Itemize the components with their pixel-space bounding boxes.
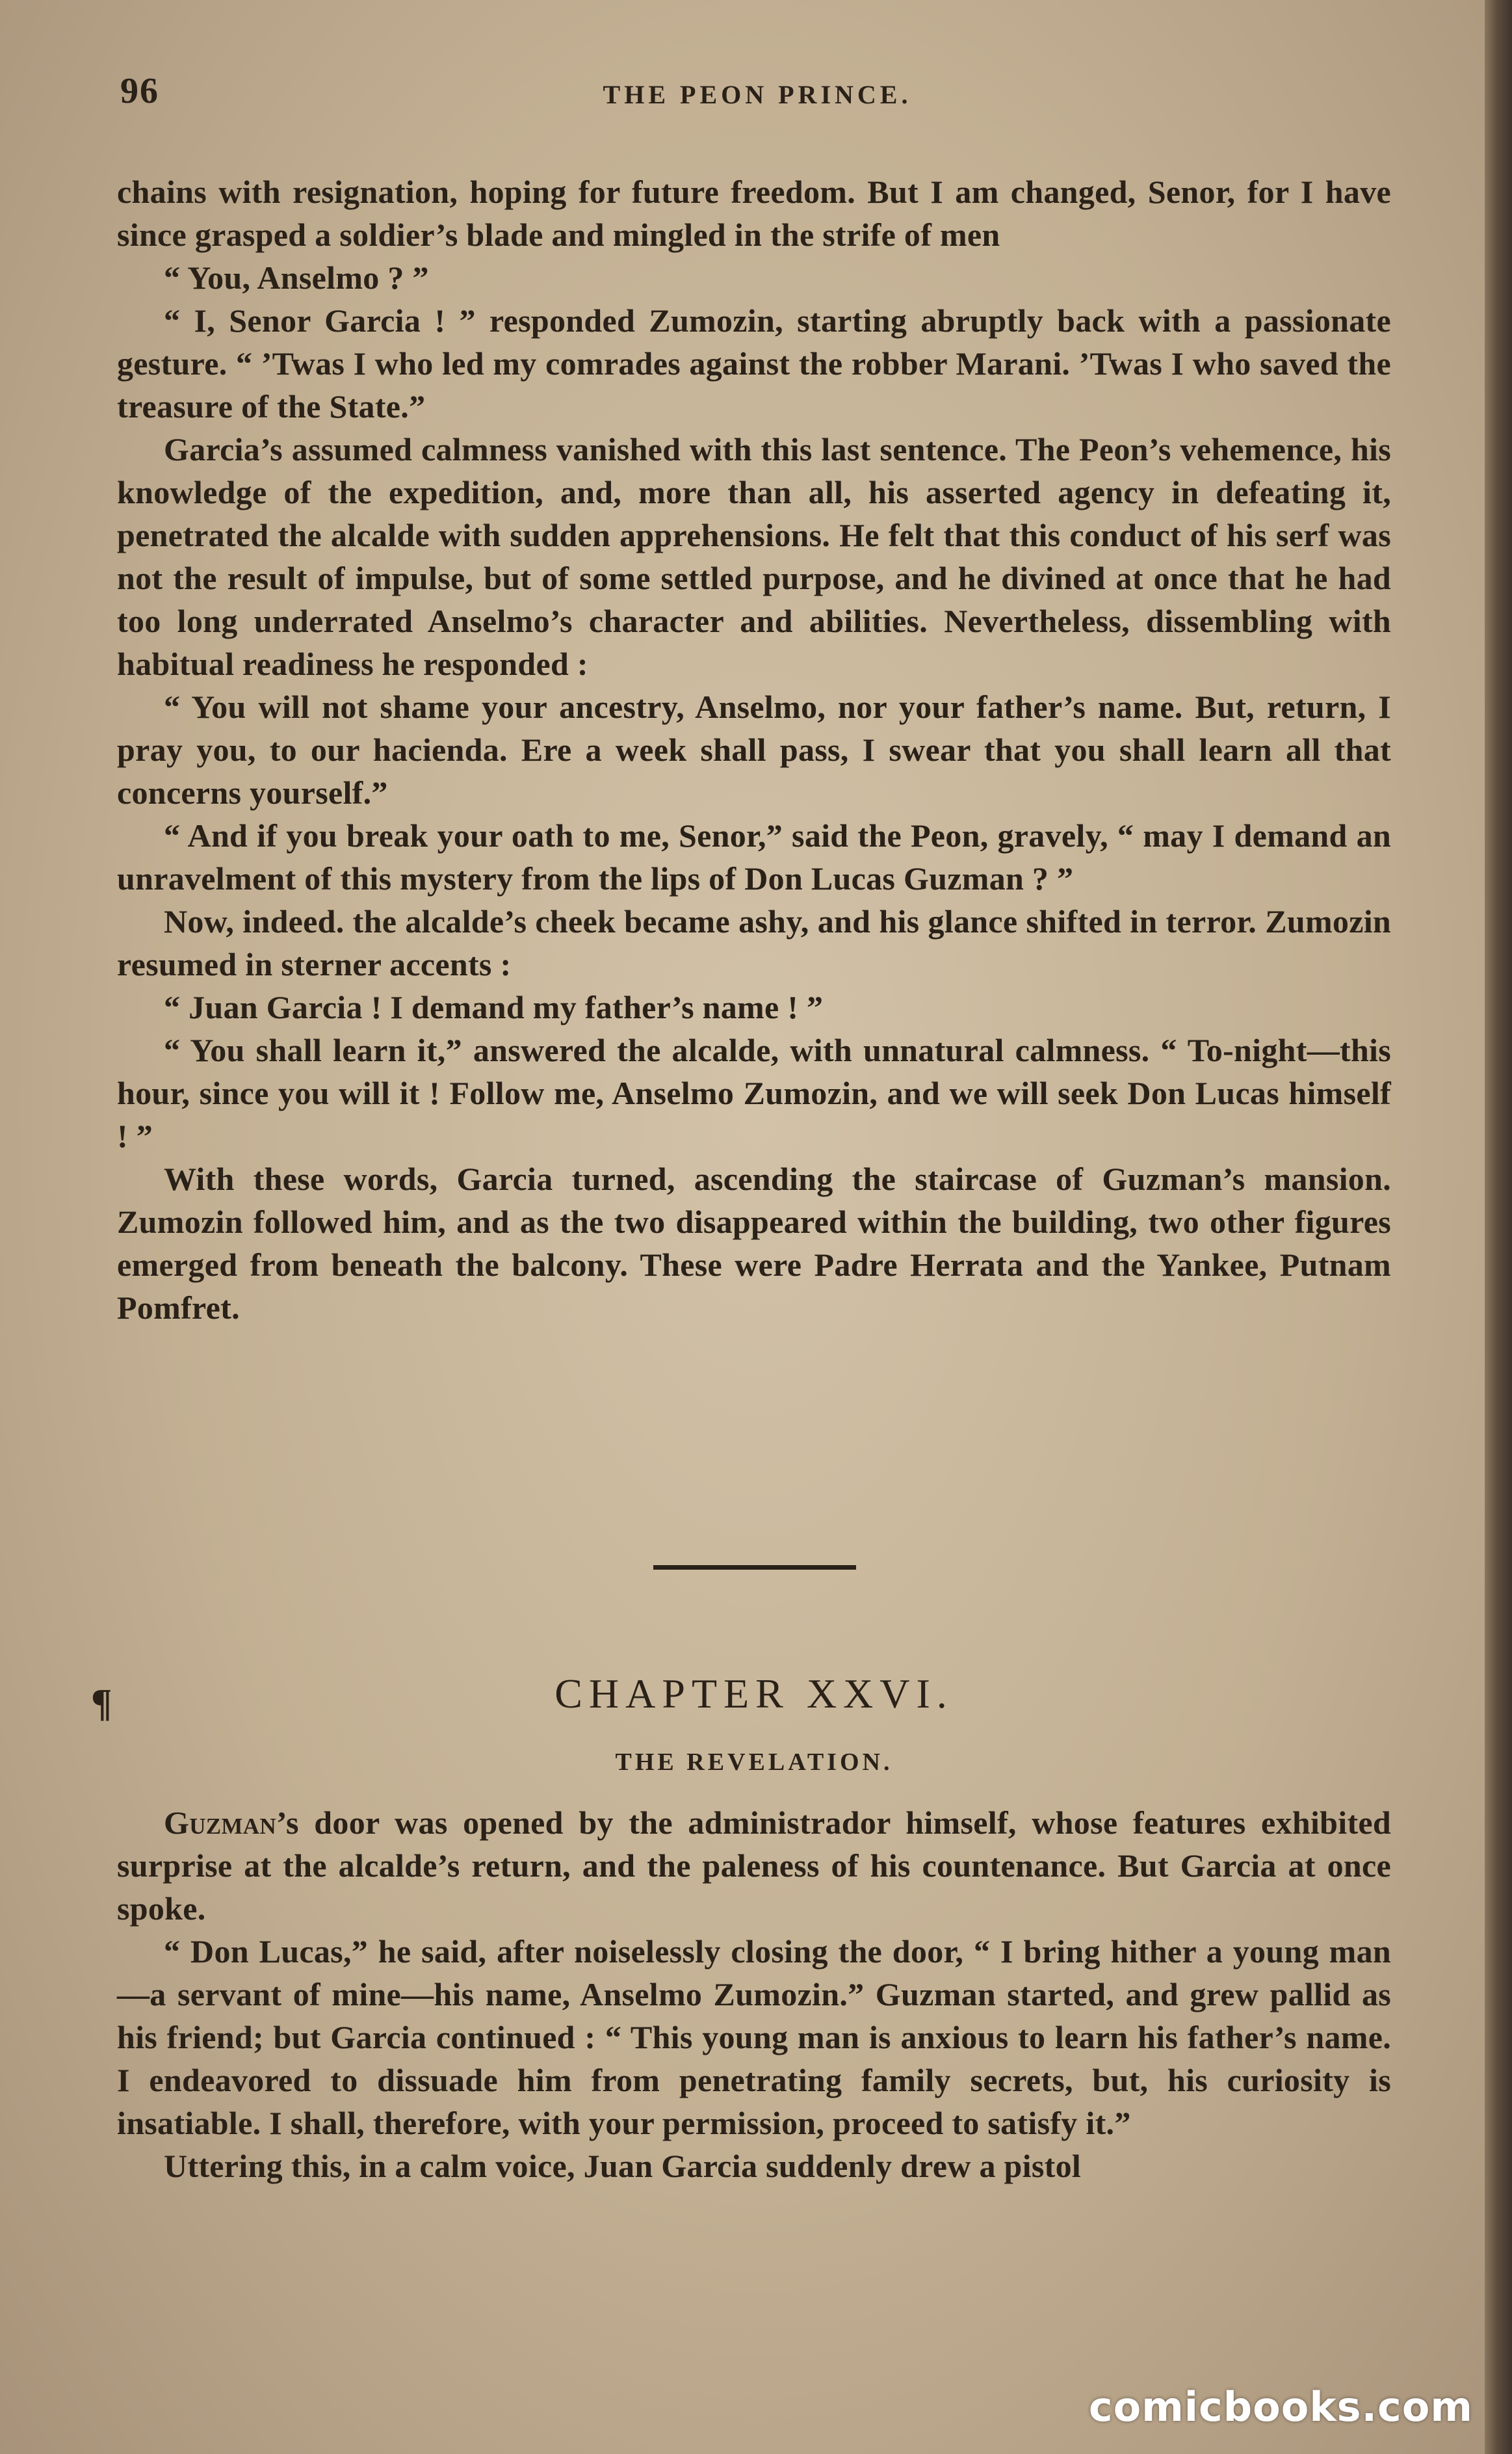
body-text-section-2 <box>117 1801 1391 2187</box>
paragraph: Garcia’s assumed calmness vanished with this last sentence. The Peon’s vehemence, his knowledge of the expedition, and, more than all, his asserted agency in defeating it, penetrated the alcalde with sudden apprehensions. He felt that this conduct of his serf was not the result of impulse, but of some settled purpose, and he divined at once that he had too long underrated Anselmo’s character and abilities. Nevertheless, dissembling with habitual readiness he responded : <box>117 431 1391 682</box>
opening-text: ’s door was opened by the administrador himself, whose features exhibited surprise at the alcalde’s return, and the paleness of his countenance. But Garcia at once spoke. <box>117 1804 1391 1927</box>
page-header <box>120 70 1394 116</box>
section-divider-rule <box>653 1565 856 1570</box>
paragraph: With these words, Garcia turned, ascending the staircase of Guzman’s mansion. Zumozin followed him, and as the two disappeared within the building, two other figures emerged from beneath the balcony. These were Padre Herrata and the Yankee, Putnam Pomfret. <box>117 1161 1391 1326</box>
paragraph: “ You shall learn it,” answered the alcalde, with unnatural calmness. “ To-night—this hour, since you will it ! Follow me, Anselmo Zumozin, and we will seek Don Lucas himself ! ” <box>117 1032 1391 1154</box>
paragraph: “ Don Lucas,” he said, after noiselessly closing the door, “ I bring hither a young man—a servant of mine—his name, Anselmo Zumozin.” Guzman started, and grew pallid as his friend; but Garcia continued : “ This young man is anxious to learn his father’s name. I endeavored to dissuade him from penetrating family secrets, but, his curiosity is insatiable. I shall, therefore, with your permission, proceed to satisfy it.” <box>117 1933 1391 2141</box>
page-number: 96 <box>120 71 159 111</box>
body-text-section-1 <box>117 170 1391 1329</box>
paragraph: Uttering this, in a calm voice, Juan Garcia suddenly drew a pistol <box>164 2148 1082 2184</box>
paragraph: “ I, Senor Garcia ! ” responded Zumozin, starting abruptly back with a passionate gesture. “ ’Twas I who led my comrades against the robber Marani. ’Twas I who saved the treasure of the State.” <box>117 302 1391 425</box>
paragraph: “ You will not shame your ancestry, Anselmo, nor your father’s name. But, return, I pray you, to our hacienda. Ere a week shall pass, I swear that you shall learn all that concerns yourself.” <box>117 689 1391 811</box>
paragraph: “ Juan Garcia ! I demand my father’s name ! ” <box>164 989 824 1025</box>
opening-word: Guzman <box>164 1804 276 1841</box>
paragraph: chains with resignation, hoping for future freedom. But I am changed, Senor, for I have since grasped a soldier’s blade and mingled in the strife of men <box>117 174 1391 253</box>
paragraph-opening <box>117 1801 1391 1930</box>
chapter-title: CHAPTER XXVI. <box>554 1670 954 1717</box>
chapter-margin-mark: ¶ <box>91 1682 112 1724</box>
page-spine-edge <box>1485 0 1512 2454</box>
running-title: THE PEON PRINCE. <box>603 80 912 109</box>
paragraph: “ And if you break your oath to me, Senor,” said the Peon, gravely, “ may I demand an unravelment of this mystery from the lips of Don Lucas Guzman ? ” <box>117 817 1391 897</box>
paragraph: Now, indeed. the alcalde’s cheek became ashy, and his glance shifted in terror. Zumozin resumed in sterner accents : <box>117 903 1391 983</box>
paragraph: “ You, Anselmo ? ” <box>164 259 429 296</box>
chapter-subtitle: THE REVELATION. <box>615 1748 893 1776</box>
watermark: comicbooks.com <box>1088 2383 1473 2431</box>
